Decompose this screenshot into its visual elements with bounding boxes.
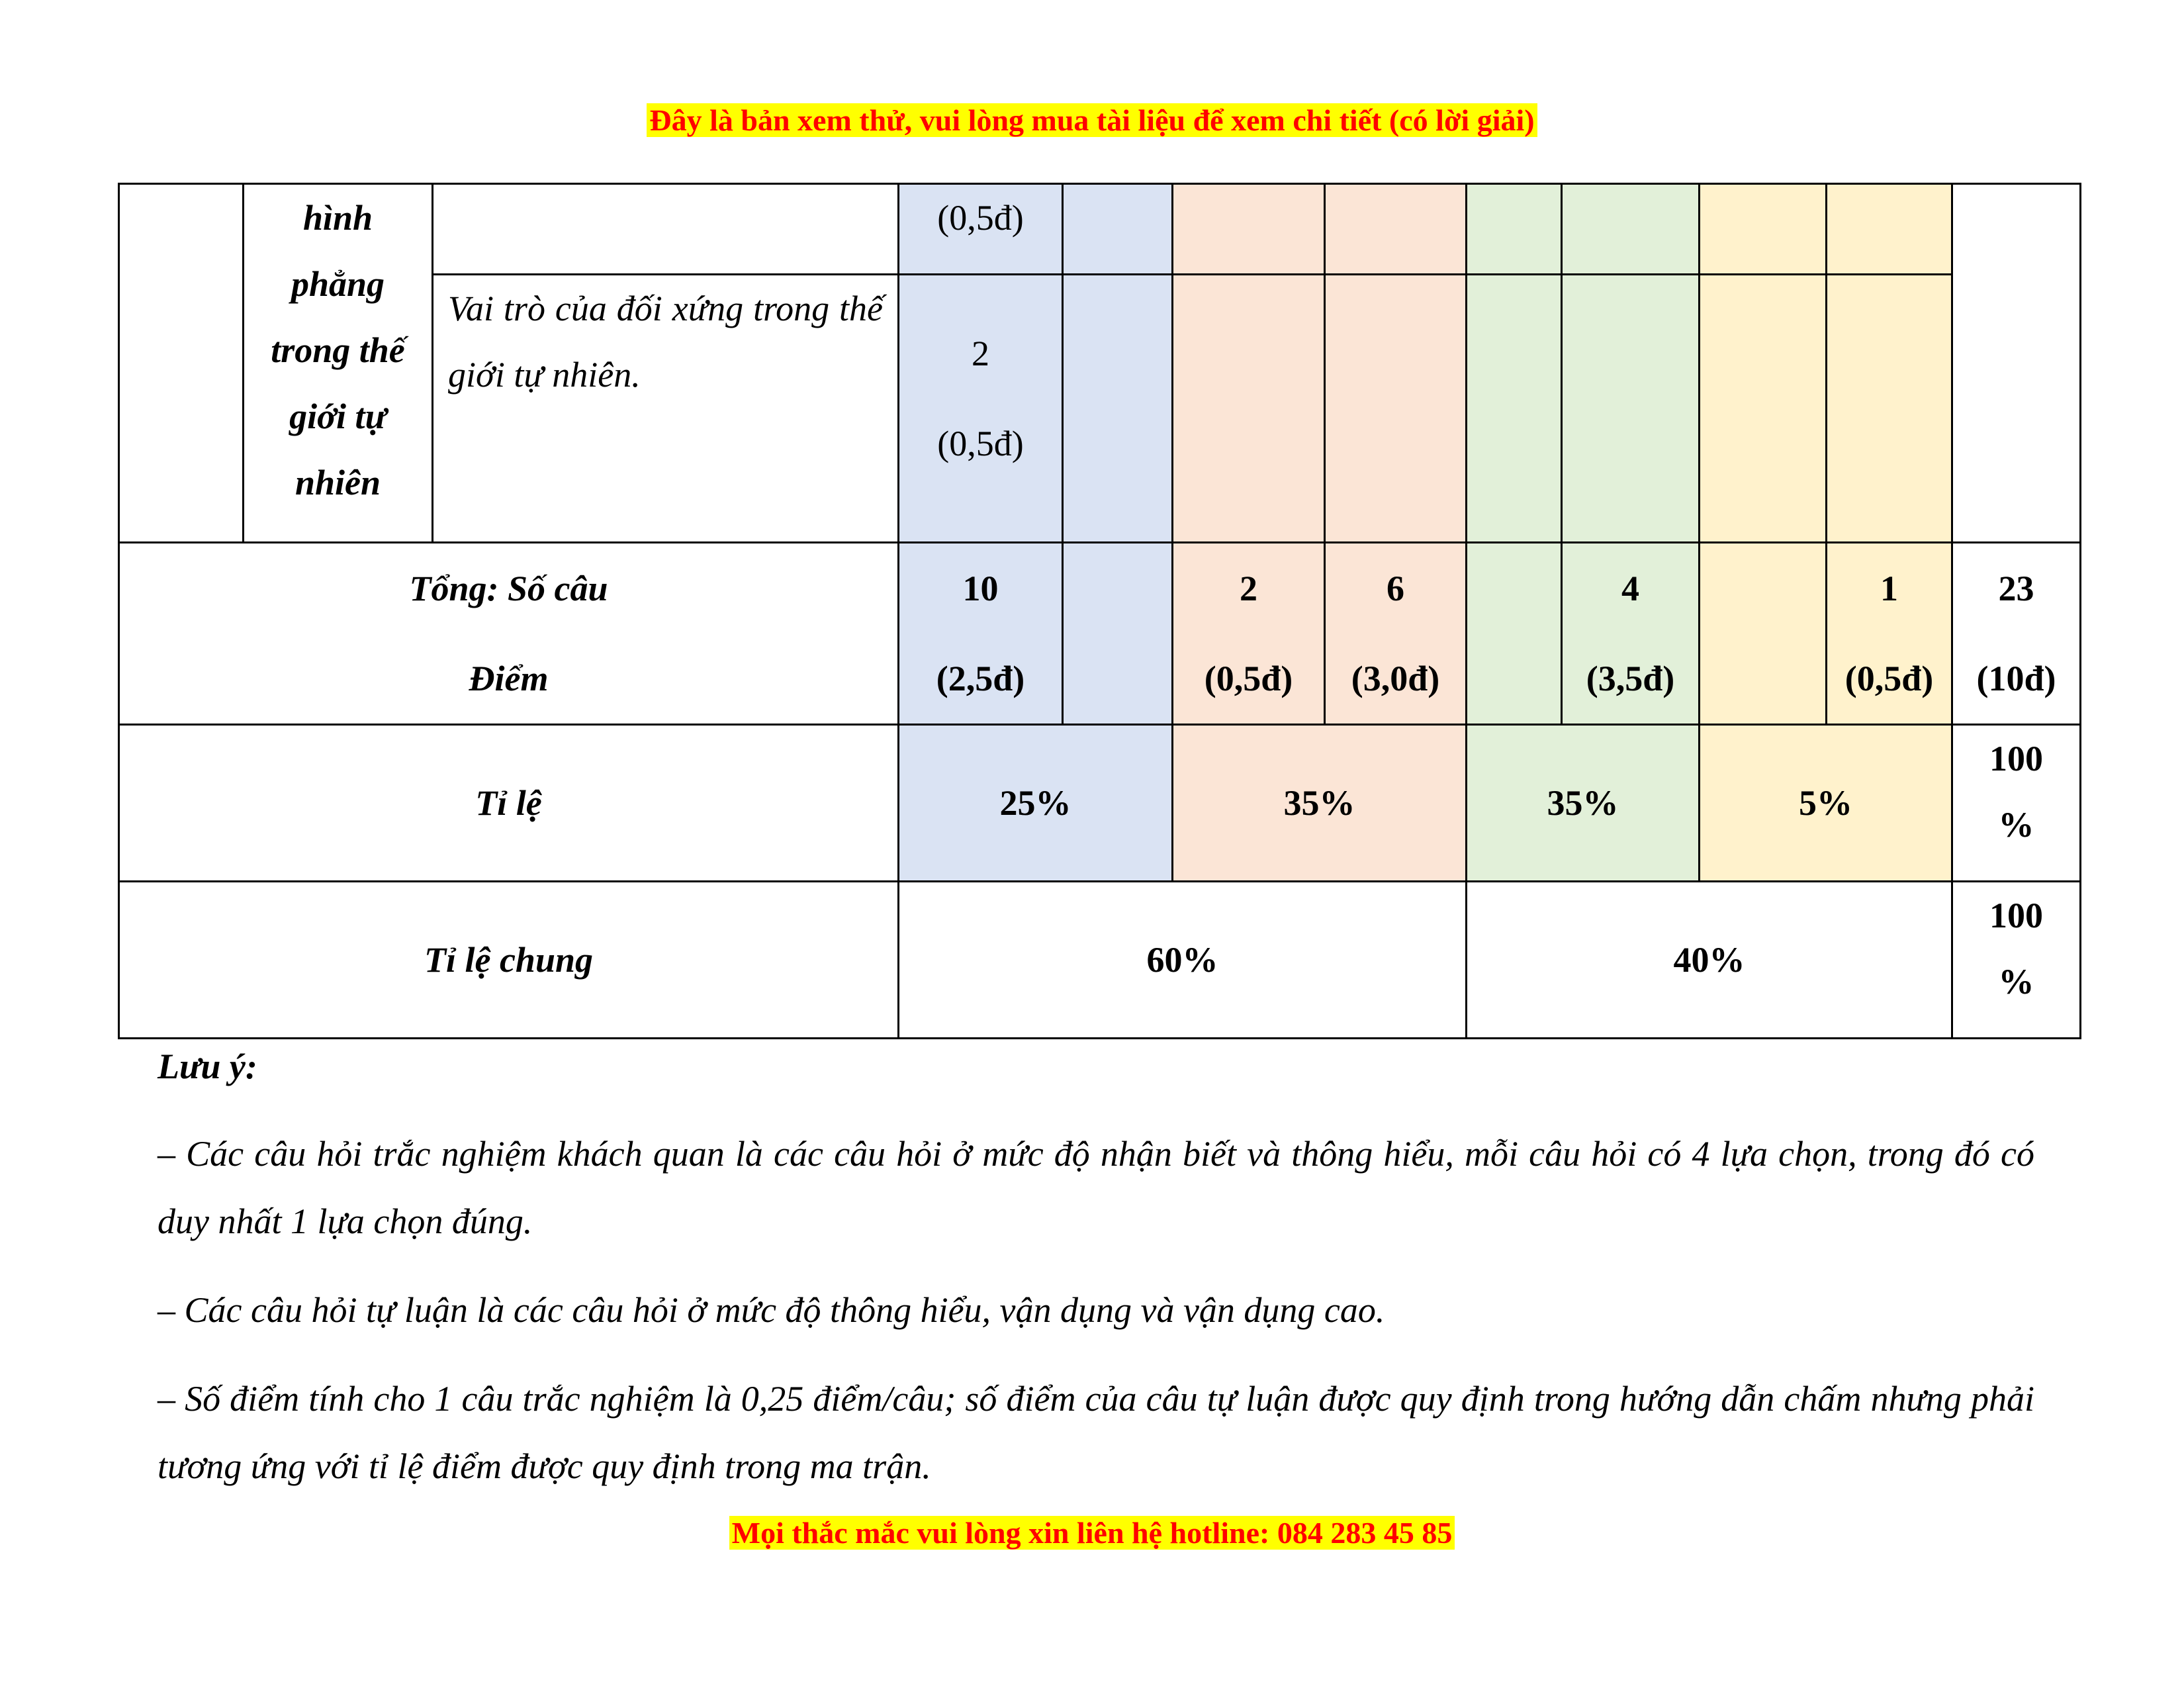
ratio-label-cell <box>119 725 899 882</box>
vdc-tl-cell <box>1827 275 1952 543</box>
vdc-ratio: 5% <box>1799 783 1852 823</box>
index-cell <box>119 184 244 543</box>
general-ratio-label-cell <box>119 882 899 1039</box>
nb-ratio-cell <box>899 725 1173 882</box>
content-cell <box>433 184 899 275</box>
vd-ratio-cell <box>1467 725 1700 882</box>
th-ratio: 35% <box>1283 783 1355 823</box>
table-row <box>119 184 2081 275</box>
th-tn-cell <box>1173 184 1325 275</box>
vdc-tn-cell <box>1700 543 1827 725</box>
topic-cell <box>244 184 433 543</box>
content-cell <box>433 275 899 543</box>
general-ratio-right-cell <box>1467 882 1952 1039</box>
th-tl-cell <box>1325 184 1467 275</box>
vdc-tn-cell <box>1700 184 1827 275</box>
nb-tn-value: 2 (0,5đ) <box>937 334 1024 463</box>
vd-tn-cell <box>1467 275 1562 543</box>
hotline-banner <box>0 1513 2184 1553</box>
th-tl-cell <box>1325 543 1467 725</box>
th-tn-cell <box>1173 543 1325 725</box>
totals-row <box>119 543 2081 725</box>
general-ratio-right: 40% <box>1673 940 1745 980</box>
general-ratio-left: 60% <box>1146 940 1218 980</box>
vd-tn-cell <box>1467 543 1562 725</box>
vd-tl-cell <box>1562 275 1700 543</box>
totals-label-cell <box>119 543 899 725</box>
sum-ratio: 100 % <box>1989 739 2043 845</box>
vd-tn-cell <box>1467 184 1562 275</box>
vdc-ratio-cell <box>1700 725 1952 882</box>
general-ratio-sum: 100 % <box>1989 896 2043 1002</box>
totals-label: Tổng: Số câu Điểm <box>409 569 608 698</box>
th-tn-total: 2 (0,5đ) <box>1204 569 1293 698</box>
preview-notice-banner <box>0 101 2184 140</box>
note-item: – Các câu hỏi tự luận là các câu hỏi ở mức độ thông hiểu, vận dụng và vận dụng cao. <box>158 1290 1385 1330</box>
nb-tn-cell <box>899 275 1063 543</box>
vdc-tn-cell <box>1700 275 1827 543</box>
vdc-tl-cell <box>1827 543 1952 725</box>
sum-cell <box>1952 543 2081 725</box>
th-tl-total: 6 (3,0đ) <box>1351 569 1440 698</box>
vd-tl-cell <box>1562 543 1700 725</box>
vdc-tl-cell <box>1827 184 1952 275</box>
note-item: – Số điểm tính cho 1 câu trắc nghiệm là 0,25 điểm/câu; số điểm của câu tự luận được quy định trong hướng dẫn chấm nhưng phải tương ứng với tỉ lệ điểm được quy định trong ma trận. <box>158 1379 2034 1486</box>
assessment-matrix-table <box>118 183 2081 1039</box>
nb-tn-cell <box>899 543 1063 725</box>
hotline-text: Mọi thắc mắc vui lòng xin liên hệ hotline: 084 283 45 85 <box>729 1516 1455 1550</box>
notes-section <box>158 1033 2034 1521</box>
nb-tl-cell <box>1063 184 1173 275</box>
note-item: – Các câu hỏi trắc nghiệm khách quan là các câu hỏi ở mức độ nhận biết và thông hiểu, mỗi câu hỏi có 4 lựa chọn, trong đó có duy nhất 1 lựa chọn đúng. <box>158 1134 2034 1241</box>
preview-notice-text: Đây là bản xem thử, vui lòng mua tài liệu để xem chi tiết (có lời giải) <box>647 103 1537 137</box>
ratio-label: Tỉ lệ <box>475 783 542 823</box>
th-tl-cell <box>1325 275 1467 543</box>
general-ratio-sum-cell <box>1952 882 2081 1039</box>
vd-tl-total: 4 (3,5đ) <box>1586 569 1675 698</box>
sum-cell <box>1952 184 2081 543</box>
th-ratio-cell <box>1173 725 1467 882</box>
vd-tl-cell <box>1562 184 1700 275</box>
nb-tl-cell <box>1063 543 1173 725</box>
nb-tn-value: (0,5đ) <box>937 198 1024 238</box>
nb-tn-total: 10 (2,5đ) <box>936 569 1025 698</box>
sum-ratio-cell <box>1952 725 2081 882</box>
vdc-tl-total: 1 (0,5đ) <box>1844 569 1934 698</box>
general-ratio-label: Tỉ lệ chung <box>424 940 594 980</box>
notes-title: Lưu ý: <box>158 1047 257 1086</box>
vd-ratio: 35% <box>1547 783 1619 823</box>
nb-tl-cell <box>1063 275 1173 543</box>
grand-total: 23 (10đ) <box>1976 569 2056 698</box>
general-ratio-row <box>119 882 2081 1039</box>
th-tn-cell <box>1173 275 1325 543</box>
general-ratio-left-cell <box>899 882 1467 1039</box>
topic-label: hình phẳng trong thế giới tự nhiên <box>271 198 405 502</box>
ratio-row <box>119 725 2081 882</box>
content-text: Vai trò của đối xứng trong thế giới tự nhiên. <box>448 289 883 395</box>
nb-tn-cell <box>899 184 1063 275</box>
nb-ratio: 25% <box>999 783 1071 823</box>
